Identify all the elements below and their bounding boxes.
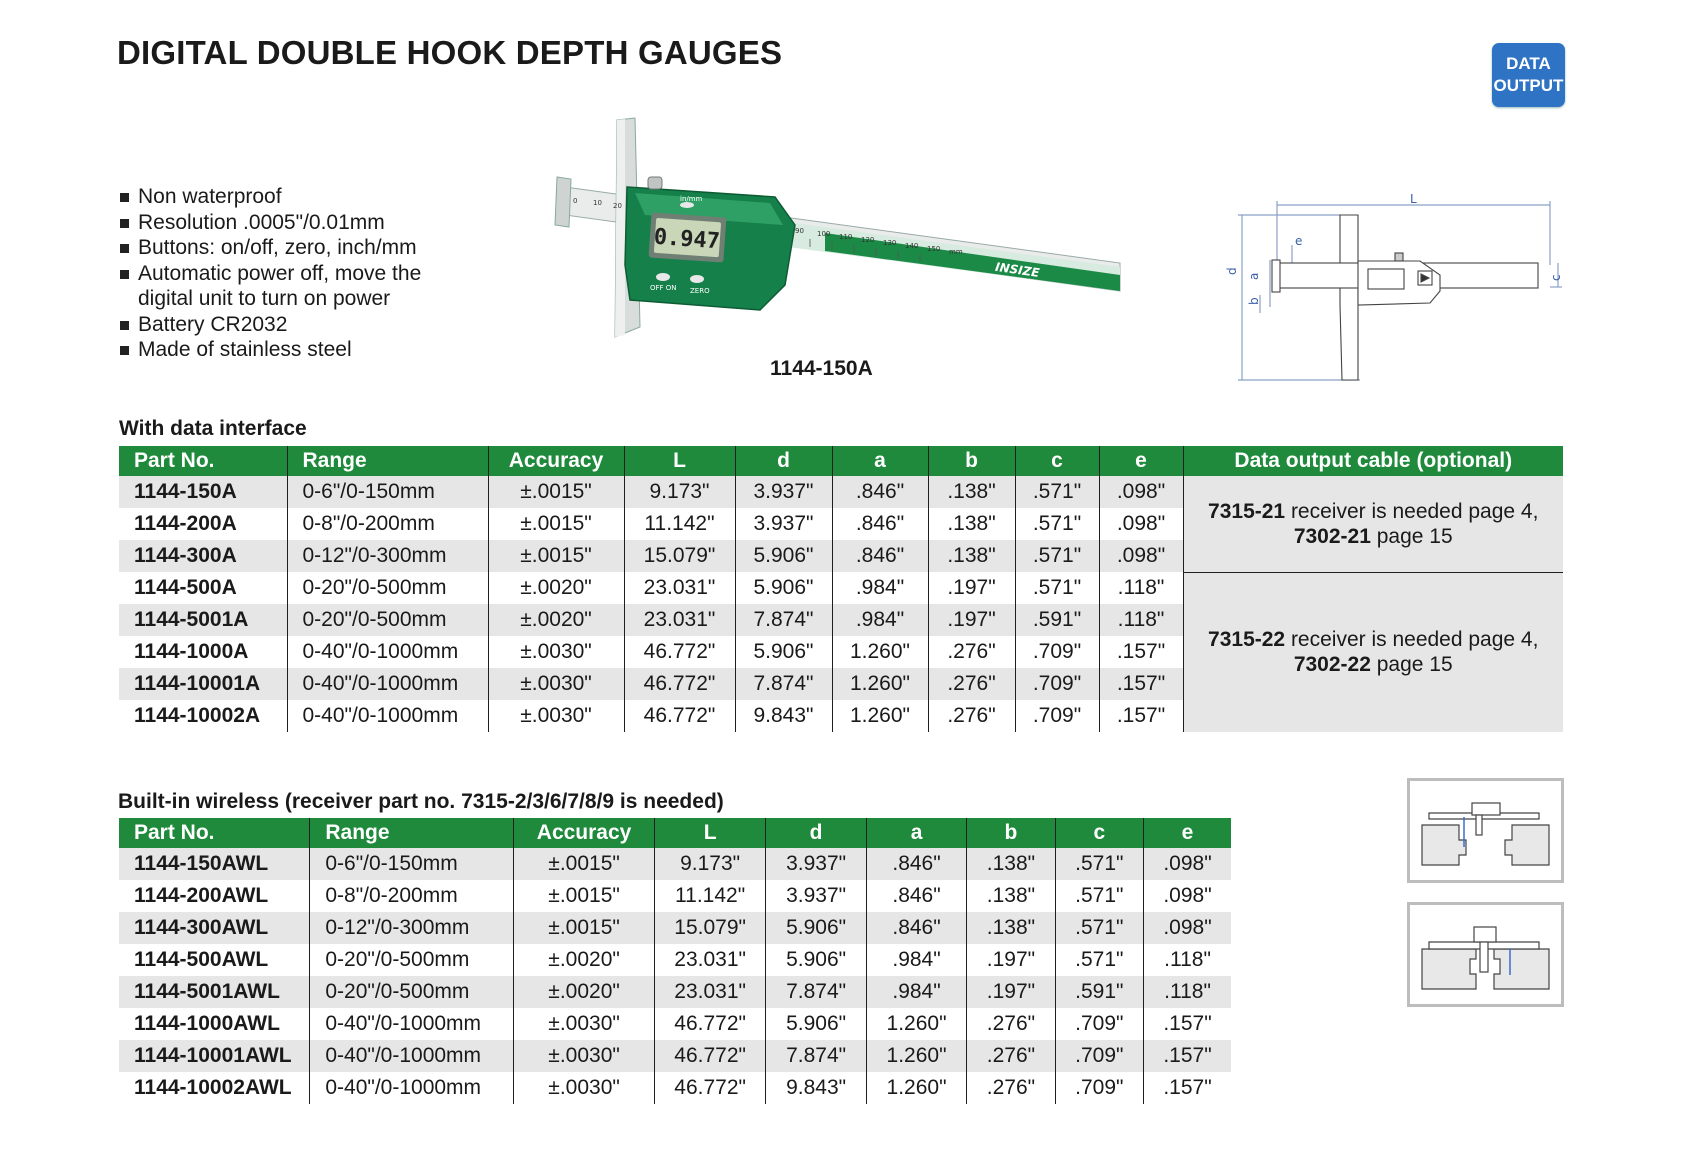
table-cell: ±.0015" xyxy=(514,848,655,880)
table-cell: 23.031" xyxy=(624,572,735,604)
part-number-cell: 1144-10001AWL xyxy=(119,1040,310,1072)
feature-item: Buttons: on/off, zero, inch/mm xyxy=(118,235,468,261)
table-cell: .591" xyxy=(1055,976,1143,1008)
table-cell: 1.260" xyxy=(866,1040,966,1072)
col-header: b xyxy=(967,818,1055,848)
range-cell: 0-6"/0-150mm xyxy=(310,848,514,880)
table-cell: 7.874" xyxy=(766,1040,866,1072)
table-cell: ±.0030" xyxy=(488,700,624,732)
table-cell: 3.937" xyxy=(735,476,832,508)
scale-label: 110 xyxy=(839,233,853,241)
scale-label: mm xyxy=(949,248,963,256)
dim-label-b: b xyxy=(1247,297,1261,305)
range-cell: 0-20"/0-500mm xyxy=(310,976,514,1008)
table-cell: ±.0020" xyxy=(514,976,655,1008)
table-cell: 11.142" xyxy=(654,880,766,912)
table-header-row xyxy=(119,818,1231,848)
table-row xyxy=(119,848,1231,880)
cable-code: 7315-22 xyxy=(1208,628,1286,652)
table-cell: .098" xyxy=(1144,848,1231,880)
col-header: c xyxy=(1015,446,1099,476)
table-cell: .197" xyxy=(967,976,1055,1008)
table-cell: .098" xyxy=(1099,476,1183,508)
cable-note-cell xyxy=(1183,572,1563,732)
table-cell: 15.079" xyxy=(654,912,766,944)
range-cell: 0-20"/0-500mm xyxy=(287,604,488,636)
table-cell: .157" xyxy=(1144,1008,1231,1040)
table-cell: .276" xyxy=(967,1072,1055,1104)
table-cell: 46.772" xyxy=(654,1072,766,1104)
dim-label-d: d xyxy=(1225,267,1239,275)
cable-text: receiver is needed page 4, xyxy=(1285,628,1539,652)
table-cell: .138" xyxy=(967,848,1055,880)
table-cell: .276" xyxy=(967,1008,1055,1040)
table-cell: 9.173" xyxy=(624,476,735,508)
table-cell: .157" xyxy=(1144,1072,1231,1104)
table-cell: .118" xyxy=(1144,944,1231,976)
table-row xyxy=(119,912,1231,944)
col-header: Range xyxy=(287,446,488,476)
part-number-cell: 1144-500AWL xyxy=(119,944,310,976)
table-cell: .571" xyxy=(1015,508,1099,540)
inch-label: 4 xyxy=(825,256,831,265)
table-cell: .197" xyxy=(928,604,1015,636)
table-cell: 1.260" xyxy=(866,1072,966,1104)
table-cell: .709" xyxy=(1055,1072,1143,1104)
table-cell: .138" xyxy=(967,880,1055,912)
table-cell: 3.937" xyxy=(735,508,832,540)
depth-gauge-photo xyxy=(555,115,1130,375)
table-cell: .709" xyxy=(1015,700,1099,732)
btn-unit-label: in/mm xyxy=(680,195,703,203)
table-cell: 1.260" xyxy=(832,668,928,700)
table-cell: 11.142" xyxy=(624,508,735,540)
table-cell: 1.260" xyxy=(866,1008,966,1040)
range-cell: 0-40"/0-1000mm xyxy=(287,700,488,732)
part-number-cell: 1144-300A xyxy=(119,540,287,572)
table-row xyxy=(119,1072,1231,1104)
table-cell: .709" xyxy=(1015,636,1099,668)
col-header: Data output cable (optional) xyxy=(1183,446,1563,476)
table-cell: 9.843" xyxy=(766,1072,866,1104)
part-number-cell: 1144-5001AWL xyxy=(119,976,310,1008)
table-cell: ±.0030" xyxy=(488,668,624,700)
feature-item: Automatic power off, move the digital unit to turn on power xyxy=(118,261,468,312)
table-cell: .118" xyxy=(1099,572,1183,604)
table-cell: .571" xyxy=(1055,880,1143,912)
table-row xyxy=(119,572,1563,604)
part-number-cell: 1144-150A xyxy=(119,476,287,508)
table-cell: .571" xyxy=(1055,912,1143,944)
table-cell: 5.906" xyxy=(766,912,866,944)
col-header: a xyxy=(866,818,966,848)
col-header: Accuracy xyxy=(514,818,655,848)
scale-label: 10 xyxy=(593,199,602,207)
range-cell: 0-40"/0-1000mm xyxy=(310,1040,514,1072)
scale-label: 130 xyxy=(883,239,897,247)
range-cell: 0-40"/0-1000mm xyxy=(287,636,488,668)
part-number-cell: 1144-1000A xyxy=(119,636,287,668)
table-cell: .984" xyxy=(832,572,928,604)
table-cell: .098" xyxy=(1144,912,1231,944)
col-header: b xyxy=(928,446,1015,476)
page-title: DIGITAL DOUBLE HOOK DEPTH GAUGES xyxy=(117,34,783,71)
col-header: Part No. xyxy=(119,818,310,848)
table-cell: .276" xyxy=(967,1040,1055,1072)
table-cell: .098" xyxy=(1144,880,1231,912)
table-cell: .571" xyxy=(1015,572,1099,604)
table-cell: .571" xyxy=(1015,476,1099,508)
table-cell: .276" xyxy=(928,700,1015,732)
table-cell: .138" xyxy=(967,912,1055,944)
part-number-cell: 1144-10001A xyxy=(119,668,287,700)
table-cell: .846" xyxy=(832,476,928,508)
table-cell: .591" xyxy=(1015,604,1099,636)
col-header: c xyxy=(1055,818,1143,848)
application-diagram-1 xyxy=(1407,778,1564,883)
col-header: Range xyxy=(310,818,514,848)
table-row xyxy=(119,1040,1231,1072)
product-caption: 1144-150A xyxy=(770,357,873,380)
scale-label: 100 xyxy=(817,230,831,238)
table-cell: 7.874" xyxy=(766,976,866,1008)
part-number-cell: 1144-10002AWL xyxy=(119,1072,310,1104)
table-cell: .709" xyxy=(1015,668,1099,700)
table-cell: 3.937" xyxy=(766,880,866,912)
table-cell: .846" xyxy=(866,912,966,944)
range-cell: 0-20"/0-500mm xyxy=(287,572,488,604)
table-cell: .276" xyxy=(928,668,1015,700)
table-cell: 46.772" xyxy=(654,1008,766,1040)
table-cell: .157" xyxy=(1099,668,1183,700)
section-title-data-interface: With data interface xyxy=(119,417,307,440)
part-number-cell: 1144-200A xyxy=(119,508,287,540)
table-cell: 9.843" xyxy=(735,700,832,732)
table-cell: 1.260" xyxy=(832,636,928,668)
btn-zero-label: ZERO xyxy=(690,287,710,295)
table-cell: .276" xyxy=(928,636,1015,668)
table-cell: 46.772" xyxy=(654,1040,766,1072)
cable-code: 7302-22 xyxy=(1293,653,1371,677)
range-cell: 0-8"/0-200mm xyxy=(287,508,488,540)
table-cell: .571" xyxy=(1015,540,1099,572)
table-cell: .118" xyxy=(1144,976,1231,1008)
range-cell: 0-40"/0-1000mm xyxy=(310,1008,514,1040)
table-cell: .157" xyxy=(1099,700,1183,732)
table-cell: ±.0020" xyxy=(514,944,655,976)
table-cell: ±.0030" xyxy=(514,1040,655,1072)
cable-text: page 15 xyxy=(1370,524,1453,548)
badge-line1: DATA xyxy=(1506,54,1551,73)
table-row xyxy=(119,944,1231,976)
inch-label: 6 xyxy=(929,270,935,279)
table-cell: .984" xyxy=(866,944,966,976)
table-cell: .197" xyxy=(928,572,1015,604)
feature-item: Made of stainless steel xyxy=(118,337,468,363)
table-cell: .098" xyxy=(1099,540,1183,572)
cable-text: receiver is needed page 4, xyxy=(1285,499,1539,523)
table-cell: .098" xyxy=(1099,508,1183,540)
lcd-reading: 0.947 xyxy=(652,224,721,255)
table-cell: 7.874" xyxy=(735,668,832,700)
part-number-cell: 1144-300AWL xyxy=(119,912,310,944)
table-cell: ±.0015" xyxy=(514,912,655,944)
range-cell: 0-8"/0-200mm xyxy=(310,880,514,912)
table-cell: 23.031" xyxy=(654,944,766,976)
table-cell: 5.906" xyxy=(735,572,832,604)
feature-list xyxy=(118,184,468,363)
cable-note-cell xyxy=(1183,476,1563,572)
table-cell: .138" xyxy=(928,508,1015,540)
table-cell: ±.0030" xyxy=(514,1008,655,1040)
table-cell: 23.031" xyxy=(624,604,735,636)
table-cell: 46.772" xyxy=(624,668,735,700)
table-cell: ±.0020" xyxy=(488,604,624,636)
table-cell: .846" xyxy=(866,848,966,880)
table-cell: 46.772" xyxy=(624,700,735,732)
col-header: e xyxy=(1099,446,1183,476)
table-cell: 9.173" xyxy=(654,848,766,880)
col-header: e xyxy=(1144,818,1231,848)
table-header-row xyxy=(119,446,1563,476)
table-cell: .846" xyxy=(832,540,928,572)
table-cell: .846" xyxy=(866,880,966,912)
feature-item: Resolution .0005"/0.01mm xyxy=(118,210,468,236)
scale-label: 140 xyxy=(905,242,919,250)
part-number-cell: 1144-10002A xyxy=(119,700,287,732)
table-row xyxy=(119,976,1231,1008)
col-header: L xyxy=(654,818,766,848)
col-header: L xyxy=(624,446,735,476)
table-cell: ±.0020" xyxy=(488,572,624,604)
table-cell: 23.031" xyxy=(654,976,766,1008)
table-cell: 1.260" xyxy=(832,700,928,732)
cable-code: 7302-21 xyxy=(1293,524,1371,548)
table-cell: 7.874" xyxy=(735,604,832,636)
dim-label-c: c xyxy=(1549,274,1563,281)
part-number-cell: 1144-500A xyxy=(119,572,287,604)
col-header: d xyxy=(766,818,866,848)
application-diagram-2 xyxy=(1407,902,1564,1007)
cable-text: page 15 xyxy=(1370,653,1453,677)
table-cell: ±.0015" xyxy=(488,508,624,540)
table-cell: ±.0015" xyxy=(514,880,655,912)
col-header: a xyxy=(832,446,928,476)
table-cell: ±.0015" xyxy=(488,540,624,572)
section-title-wireless: Built-in wireless (receiver part no. 7315-2/3/6/7/8/9 is needed) xyxy=(118,790,724,813)
table-cell: 5.906" xyxy=(735,636,832,668)
table-row xyxy=(119,880,1231,912)
table-cell: 3.937" xyxy=(766,848,866,880)
scale-label: 90 xyxy=(795,227,804,235)
table-cell: .846" xyxy=(832,508,928,540)
table-cell: .138" xyxy=(928,540,1015,572)
table-row xyxy=(119,1008,1231,1040)
scale-label: 120 xyxy=(861,236,875,244)
wireless-table xyxy=(119,818,1231,1104)
btn-off-on-label: OFF ON xyxy=(650,284,677,292)
range-cell: 0-40"/0-1000mm xyxy=(287,668,488,700)
table-cell: .709" xyxy=(1055,1040,1143,1072)
dim-label-L: L xyxy=(1410,192,1417,206)
col-header: Accuracy xyxy=(488,446,624,476)
range-cell: 0-12"/0-300mm xyxy=(287,540,488,572)
table-cell: 5.906" xyxy=(766,944,866,976)
table-cell: 5.906" xyxy=(766,1008,866,1040)
table-cell: .571" xyxy=(1055,944,1143,976)
table-cell: .157" xyxy=(1099,636,1183,668)
range-cell: 0-12"/0-300mm xyxy=(310,912,514,944)
table-cell: .118" xyxy=(1099,604,1183,636)
feature-item: Non waterproof xyxy=(118,184,468,210)
part-number-cell: 1144-5001A xyxy=(119,604,287,636)
badge-line2: OUTPUT xyxy=(1493,76,1564,95)
table-cell: .709" xyxy=(1055,1008,1143,1040)
part-number-cell: 1144-150AWL xyxy=(119,848,310,880)
scale-label: 150 xyxy=(927,245,941,253)
brand-logo: INSIZE xyxy=(994,259,1041,280)
part-number-cell: 1144-1000AWL xyxy=(119,1008,310,1040)
col-header: d xyxy=(735,446,832,476)
table-cell: ±.0030" xyxy=(514,1072,655,1104)
range-cell: 0-6"/0-150mm xyxy=(287,476,488,508)
table-cell: 5.906" xyxy=(735,540,832,572)
table-row xyxy=(119,476,1563,508)
table-cell: 46.772" xyxy=(624,636,735,668)
inch-label: 5 xyxy=(877,263,883,272)
scale-label: 20 xyxy=(613,202,622,210)
table-cell: .157" xyxy=(1144,1040,1231,1072)
cable-code: 7315-21 xyxy=(1208,499,1286,523)
part-number-cell: 1144-200AWL xyxy=(119,880,310,912)
table-cell: .197" xyxy=(967,944,1055,976)
col-header: Part No. xyxy=(119,446,287,476)
dim-label-e: e xyxy=(1295,234,1303,248)
dim-label-a: a xyxy=(1247,272,1261,280)
table-cell: .571" xyxy=(1055,848,1143,880)
table-cell: ±.0015" xyxy=(488,476,624,508)
data-output-badge xyxy=(1492,43,1565,107)
table-cell: .984" xyxy=(832,604,928,636)
table-cell: .138" xyxy=(928,476,1015,508)
table-cell: .984" xyxy=(866,976,966,1008)
range-cell: 0-40"/0-1000mm xyxy=(310,1072,514,1104)
range-cell: 0-20"/0-500mm xyxy=(310,944,514,976)
scale-label: 0 xyxy=(573,197,578,205)
data-interface-table xyxy=(119,446,1563,732)
table-cell: ±.0030" xyxy=(488,636,624,668)
feature-item: Battery CR2032 xyxy=(118,312,468,338)
dimension-diagram xyxy=(1225,192,1570,380)
table-cell: 15.079" xyxy=(624,540,735,572)
